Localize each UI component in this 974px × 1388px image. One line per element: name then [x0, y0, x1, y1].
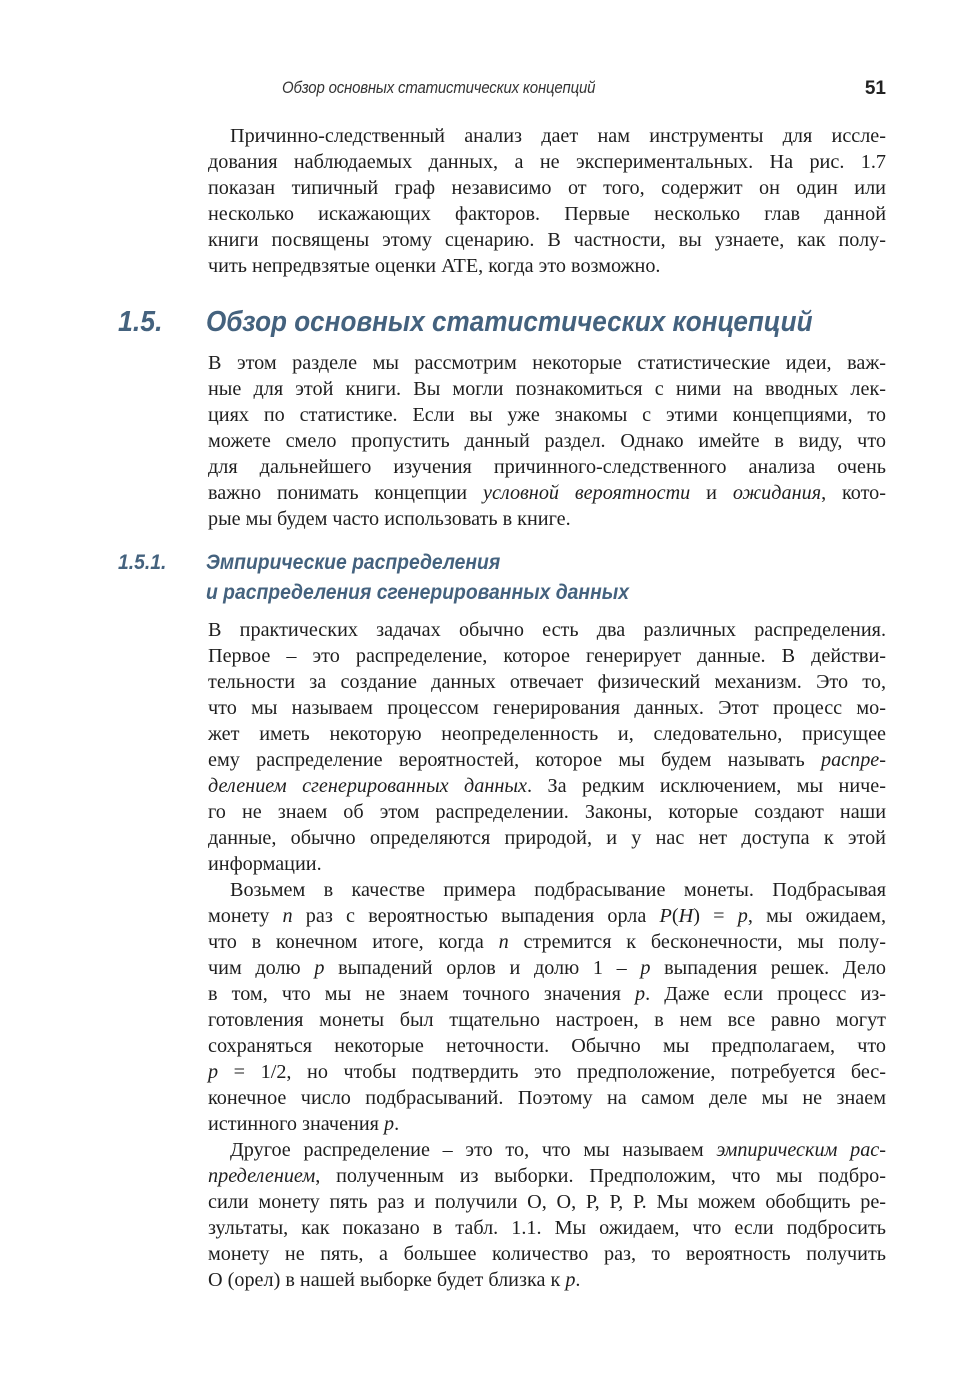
subsection-title-line2: и распределения сгенерированных данных: [206, 581, 630, 604]
section-number: 1.5.: [118, 306, 163, 338]
text-line: [208, 480, 886, 506]
text-span: в том, что мы не знаем точного значения: [208, 983, 635, 1005]
text-span: , мы ожидаем,: [747, 905, 886, 927]
text-line: тельности за создание данных отвечает физический механизм. Это то,: [208, 671, 886, 693]
text-line: конечное число подбрасываний. Поэтому на самом деле мы не знаем: [208, 1087, 886, 1109]
subsection-title-line1: Эмпирические распределения: [206, 551, 501, 574]
text-line: [208, 1163, 886, 1189]
text-span: монету: [208, 905, 283, 927]
math-variable: p: [635, 983, 646, 1005]
text-span: (: [671, 905, 679, 927]
text-line: Возьмем в качестве примера подбрасывание монеты. Подбрасывая: [230, 879, 886, 901]
text-span: раз с вероятностью выпадения орла: [292, 905, 660, 927]
text-line: [208, 903, 886, 929]
text-line: Первое – это распределение, которое генерирует данные. В действи-: [208, 645, 886, 667]
text-span: истинного значения: [208, 1113, 384, 1135]
text-line: Причинно-следственный анализ дает нам инструменты для иссле-: [230, 125, 886, 147]
text-line: [208, 929, 886, 955]
text-line: В этом разделе мы рассмотрим некоторые статистические идеи, важ-: [208, 352, 886, 374]
text-line: циях по статистике. Если вы уже знакомы с этими концепциями, то: [208, 404, 886, 426]
text-line: для дальнейшего изучения причинного-следственного анализа очень: [208, 456, 886, 478]
text-span: , кото-: [821, 482, 886, 504]
text-span: выпадения решек. Дело: [650, 957, 886, 979]
math-variable: n: [498, 931, 509, 953]
math-variable: p: [314, 957, 325, 979]
emphasis-term: делением сгенерированных данных: [208, 775, 527, 797]
text-line: го не знаем об этом распределении. Законы, которые создают наши: [208, 801, 886, 823]
emphasis-term: распре-: [820, 749, 886, 771]
text-line: данные, обычно определяются природой, и у нас нет доступа к этой: [208, 827, 886, 849]
text-span: что в конечном итоге, когда: [208, 931, 499, 953]
text-line: чить непредвзятые оценки ATE, когда это возможно.: [208, 255, 661, 277]
section-title: Обзор основных статистических концепций: [206, 306, 813, 338]
text-line: [208, 773, 886, 799]
page-number: 51: [864, 78, 886, 99]
text-line: дования наблюдаемых данных, а не экспериментальных. На рис. 1.7: [208, 151, 886, 173]
text-line: ные для этой книги. Вы могли познакомиться с ними на вводных лек-: [208, 378, 886, 400]
math-variable: n: [282, 905, 293, 927]
text-span: чим долю: [208, 957, 315, 979]
text-line: информации.: [208, 853, 322, 875]
running-header-title: Обзор основных статистических концепций: [282, 78, 596, 97]
text-line: [208, 955, 886, 981]
text-span: .: [575, 1269, 581, 1291]
text-line: сили монету пять раз и получили О, О, Р, Р, Р. Мы можем обобщить ре-: [208, 1191, 886, 1213]
math-variable: P: [659, 905, 672, 927]
text-span: . Даже если процесс из-: [645, 983, 886, 1005]
text-line: [208, 1059, 886, 1085]
text-span: Другое распределение – это то, что мы называем: [230, 1139, 717, 1161]
text-line: показан типичный граф независимо от того, содержит он один или: [208, 177, 886, 199]
math-variable: p: [737, 905, 748, 927]
emphasis-term: ожидания: [732, 482, 822, 504]
text-line: несколько искажающих факторов. Первые несколько глав данной: [208, 203, 886, 225]
text-span: ) =: [693, 905, 738, 927]
text-line: что мы называем процессом генерирования данных. Этот процесс мо-: [208, 697, 886, 719]
emphasis-term: пределением: [208, 1165, 316, 1187]
math-variable: p: [384, 1113, 395, 1135]
text-line: жет иметь некоторую неопределенность и, следовательно, присущее: [208, 723, 886, 745]
text-line: В практических задачах обычно есть два различных распределения.: [208, 619, 886, 641]
text-line: [208, 981, 886, 1007]
text-span: ему распределение вероятностей, которое мы будем называть: [208, 749, 821, 771]
text-span: .: [394, 1113, 400, 1135]
subsection-number: 1.5.1.: [118, 551, 167, 574]
text-line: рые мы будем часто использовать в книге.: [208, 508, 571, 530]
text-line: можете смело пропустить данный раздел. Однако имейте в виду, что: [208, 430, 886, 452]
text-span: стремится к бесконечности, мы полу-: [508, 931, 886, 953]
text-span: , полученным из выборки. Предположим, что мы подбро-: [315, 1165, 886, 1187]
math-variable: p: [640, 957, 651, 979]
text-line: [208, 747, 886, 773]
text-span: выпадений орлов и долю 1 –: [324, 957, 641, 979]
emphasis-term: эмпирическим рас-: [716, 1139, 886, 1161]
text-line: [230, 1137, 886, 1163]
text-line: книги посвящены этому сценарию. В частности, вы узнаете, как полу-: [208, 229, 886, 251]
math-variable: H: [678, 905, 694, 927]
text-line: готовления монеты был тщательно настроен, в нем все равно могут: [208, 1009, 886, 1031]
text-line: зультаты, как показано в табл. 1.1. Мы ожидаем, что если подбросить: [208, 1217, 886, 1239]
text-span: . За редким исключением, мы ниче-: [527, 775, 886, 797]
text-line: сохраняться некоторые неточности. Обычно мы предполагаем, что: [208, 1035, 886, 1057]
text-line: [208, 1267, 886, 1293]
math-variable: p: [565, 1269, 576, 1291]
text-span: = 1/2, но чтобы подтвердить это предположение, потребуется бес-: [218, 1061, 886, 1083]
text-span: важно понимать концепции: [208, 482, 483, 504]
text-line: [208, 1111, 886, 1137]
emphasis-term: условной вероятности: [482, 482, 691, 504]
text-line: монету не пять, а большее количество раз, то вероятность получить: [208, 1243, 886, 1265]
text-span: О (орел) в нашей выборке будет близка к: [208, 1269, 566, 1291]
math-variable: p: [208, 1061, 219, 1083]
text-span: и: [690, 482, 733, 504]
